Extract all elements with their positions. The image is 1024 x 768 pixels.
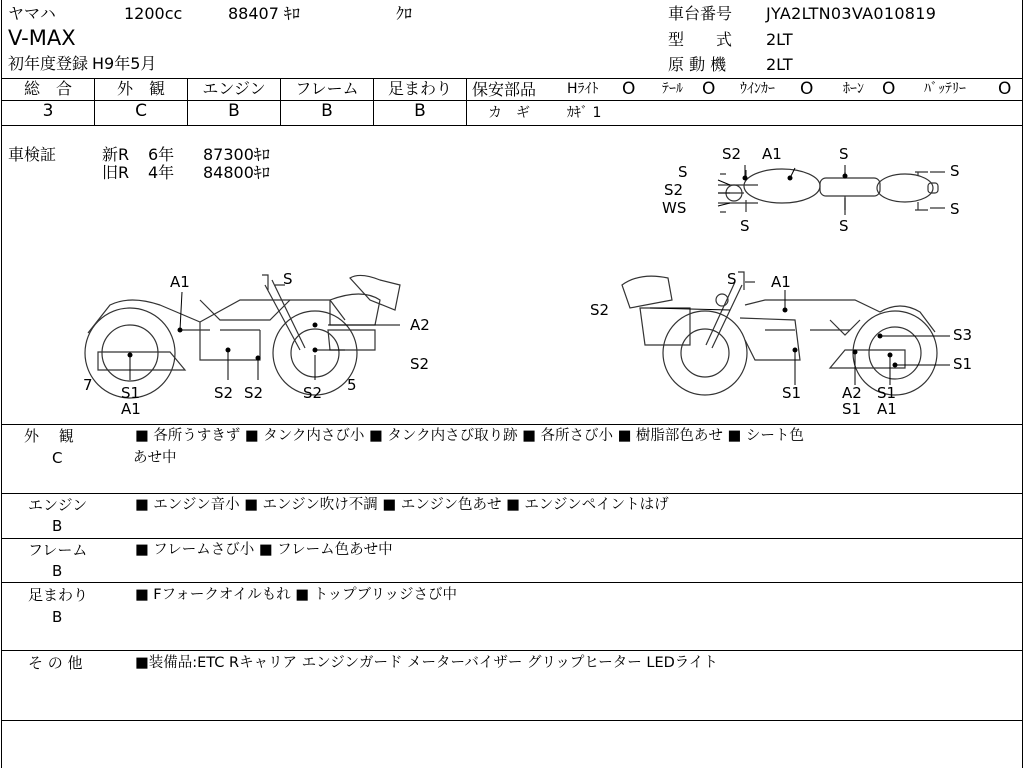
mark-right-s1-a: S1 <box>782 384 802 402</box>
engine-value: B <box>228 101 240 121</box>
remark-frame-grade: B <box>52 562 63 580</box>
mark-right-s2: S2 <box>590 301 610 319</box>
safety-tail-mark: O <box>702 79 716 99</box>
mark-top-s-r1: S <box>950 162 960 180</box>
mark-left-7: 7 <box>83 376 93 394</box>
mark-top-ws: WS <box>662 199 687 217</box>
key-value: ｶｷﾞ 1 <box>567 105 602 121</box>
mark-left-s2-right: S2 <box>410 355 430 373</box>
mark-left-a1-bottom: A1 <box>121 400 141 418</box>
inspection-old-year: 4年 <box>148 163 175 182</box>
mark-right-s3: S3 <box>953 326 973 344</box>
safety-battery-mark: O <box>998 79 1012 99</box>
safety-tail: ﾃｰﾙ <box>662 81 683 97</box>
top-view-bike-icon <box>718 169 938 212</box>
remark-exterior-line1: ■ 各所うすきず ■ タンク内さび小 ■ タンク内さび取り跡 ■ 各所さび小 ■ 樹脂部色あせ ■ シート色 <box>135 428 804 444</box>
remark-suspension-label: 足まわり <box>28 586 89 604</box>
frame-value: B <box>321 101 333 121</box>
safety-headlight-mark: O <box>622 79 636 99</box>
remark-suspension-grade: B <box>52 608 63 626</box>
mark-right-a1-bottom: A1 <box>877 400 897 418</box>
leader-lines <box>130 165 950 385</box>
mileage: 88407 ｷﾛ <box>228 4 300 23</box>
color: ｸﾛ <box>396 4 413 23</box>
mark-right-s1-b: S1 <box>877 384 897 402</box>
frame-label: フレーム <box>295 79 359 98</box>
key-label: カ ギ <box>488 105 530 121</box>
exterior-value: C <box>135 101 147 121</box>
suspension-value: B <box>414 101 426 121</box>
frame-no-label: 車台番号 <box>668 4 733 23</box>
mark-right-s1-right: S1 <box>953 355 973 373</box>
mark-top-s-r2: S <box>950 200 960 218</box>
inspection-new-label: 新R <box>102 145 130 164</box>
engine-label: エンジン <box>202 79 266 98</box>
inspection-label: 車検証 <box>8 145 57 164</box>
remark-engine-label: エンジン <box>28 496 88 514</box>
engine-model-value: 2LT <box>766 55 793 74</box>
mark-top-s-top: S <box>839 145 849 163</box>
safety-horn-mark: O <box>882 79 896 99</box>
model-name: V-MAX <box>8 26 76 50</box>
remarks-divider-0 <box>1 424 1023 425</box>
mark-right-a1: A1 <box>771 273 791 291</box>
mark-left-a1: A1 <box>170 273 190 291</box>
overall-label: 総 合 <box>23 79 72 98</box>
remark-other-line1: ■装備品:ETC Rキャリア エンジンガード メーターバイザー グリップヒーター LEDライト <box>135 655 718 671</box>
mark-right-s: S <box>727 270 737 288</box>
remarks-divider-4 <box>1 650 1023 651</box>
mark-top-a1: A1 <box>762 145 782 163</box>
overall-value: 3 <box>42 101 54 121</box>
remarks-divider-2 <box>1 538 1023 539</box>
suspension-label: 足まわり <box>387 79 452 98</box>
safety-horn: ﾎｰﾝ <box>843 81 864 97</box>
inspection-new-year: 6年 <box>148 145 175 164</box>
mark-top-s-bl: S <box>740 217 750 235</box>
mark-right-a2: A2 <box>842 384 862 402</box>
remarks-divider-3 <box>1 582 1023 583</box>
mark-left-s2-c: S2 <box>303 384 323 402</box>
inspection-old-label: 旧R <box>102 163 130 182</box>
frame-no-value: JYA2LTN03VA010819 <box>766 4 937 23</box>
mark-top-s2: S2 <box>722 145 742 163</box>
remark-frame-line1: ■ フレームさび小 ■ フレーム色あせ中 <box>135 542 393 558</box>
remark-other-label: そ の 他 <box>28 654 83 672</box>
remark-frame-label: フレーム <box>28 541 88 559</box>
safety-winker-mark: O <box>800 79 814 99</box>
remarks-divider-5 <box>1 720 1023 721</box>
maker: ヤマハ <box>8 4 56 23</box>
remark-suspension-line1: ■ Fフォークオイルもれ ■ トップブリッジさび中 <box>135 587 458 603</box>
safety-headlight: Hﾗｲﾄ <box>567 81 599 97</box>
mark-top-s-fl: S <box>678 163 688 181</box>
remark-exterior-label: 外 観 <box>24 427 74 445</box>
remark-exterior-line2: あせ中 <box>133 450 177 466</box>
model-type-label: 型 式 <box>668 30 733 49</box>
safety-label: 保安部品 <box>472 80 537 99</box>
displacement: 1200cc <box>124 4 183 23</box>
first-registration-label: 初年度登録 <box>8 54 89 73</box>
mark-left-5: 5 <box>347 376 357 394</box>
remark-exterior-grade: C <box>52 449 63 467</box>
remark-engine-grade: B <box>52 517 63 535</box>
mark-left-s2-b: S2 <box>244 384 264 402</box>
model-type-value: 2LT <box>766 30 793 49</box>
mark-top-s2-fl: S2 <box>664 181 684 199</box>
mark-left-s: S <box>283 270 293 288</box>
safety-battery: ﾊﾞｯﾃﾘｰ <box>924 81 966 97</box>
mark-left-s1: S1 <box>121 384 141 402</box>
mark-top-s-bm: S <box>839 217 849 235</box>
inspection-new-km: 87300ｷﾛ <box>203 145 270 164</box>
mark-left-a2: A2 <box>410 316 430 334</box>
first-registration-value: H9年5月 <box>92 54 157 73</box>
engine-model-label: 原 動 機 <box>668 55 727 74</box>
safety-winker: ｳｲﾝｶｰ <box>740 81 775 97</box>
mark-right-s1-c: S1 <box>842 400 862 418</box>
remarks-divider-1 <box>1 493 1023 494</box>
mark-left-s2-a: S2 <box>214 384 234 402</box>
remark-engine-line1: ■ エンジン音小 ■ エンジン吹け不調 ■ エンジン色あせ ■ エンジンペイントはげ <box>135 497 669 513</box>
exterior-label: 外 観 <box>116 79 165 98</box>
inspection-old-km: 84800ｷﾛ <box>203 163 270 182</box>
